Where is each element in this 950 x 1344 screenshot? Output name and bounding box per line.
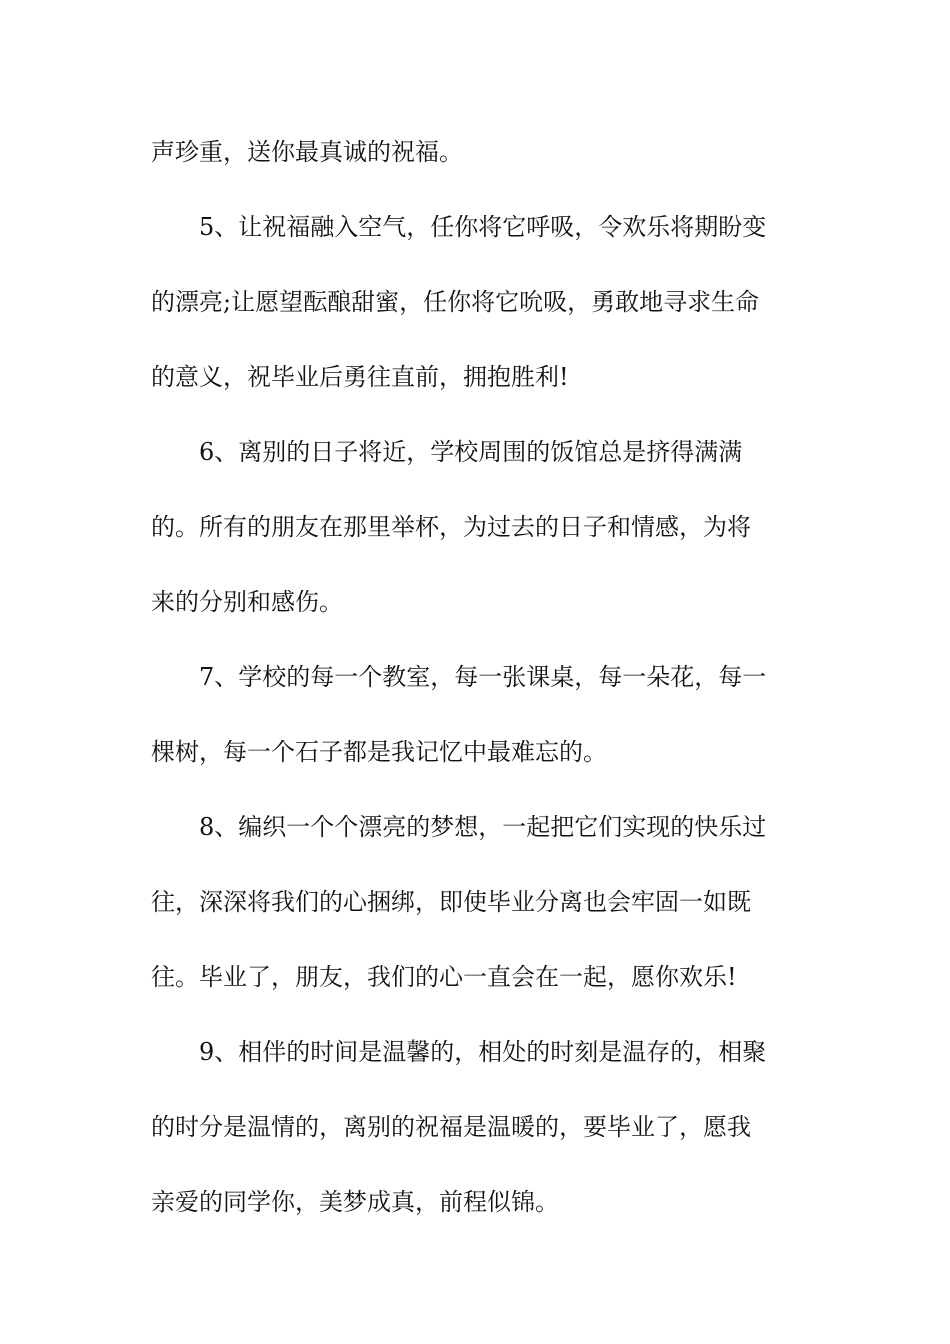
text-line: 声珍重，送你最真诚的祝福。 bbox=[151, 138, 463, 166]
paragraph-start-line: 7、学校的每一个教室，每一张课桌，每一朵花，每一 bbox=[199, 663, 767, 691]
text-line: 棵树，每一个石子都是我记忆中最难忘的。 bbox=[151, 738, 607, 766]
text-line: 的漂亮;让愿望酝酿甜蜜，任你将它吮吸，勇敢地寻求生命 bbox=[151, 288, 760, 316]
text-line: 亲爱的同学你，美梦成真，前程似锦。 bbox=[151, 1188, 559, 1216]
paragraph-start-line: 6、离别的日子将近，学校周围的饭馆总是挤得满满 bbox=[199, 438, 743, 466]
text-line: 的。所有的朋友在那里举杯，为过去的日子和情感，为将 bbox=[151, 513, 751, 541]
text-line: 来的分别和感伤。 bbox=[151, 588, 343, 616]
text-line: 往，深深将我们的心捆绑，即使毕业分离也会牢固一如既 bbox=[151, 888, 751, 916]
paragraph-start-line: 8、编织一个个漂亮的梦想，一起把它们实现的快乐过 bbox=[199, 813, 767, 841]
text-line: 的意义，祝毕业后勇往直前，拥抱胜利! bbox=[151, 363, 569, 391]
document-body bbox=[151, 120, 803, 1245]
text-line: 的时分是温情的，离别的祝福是温暖的，要毕业了，愿我 bbox=[151, 1113, 751, 1141]
paragraph-start-line: 5、让祝福融入空气，任你将它呼吸，令欢乐将期盼变 bbox=[199, 213, 767, 241]
paragraph-start-line: 9、相伴的时间是温馨的，相处的时刻是温存的，相聚 bbox=[199, 1038, 767, 1066]
text-line: 往。毕业了，朋友，我们的心一直会在一起，愿你欢乐! bbox=[151, 963, 737, 991]
